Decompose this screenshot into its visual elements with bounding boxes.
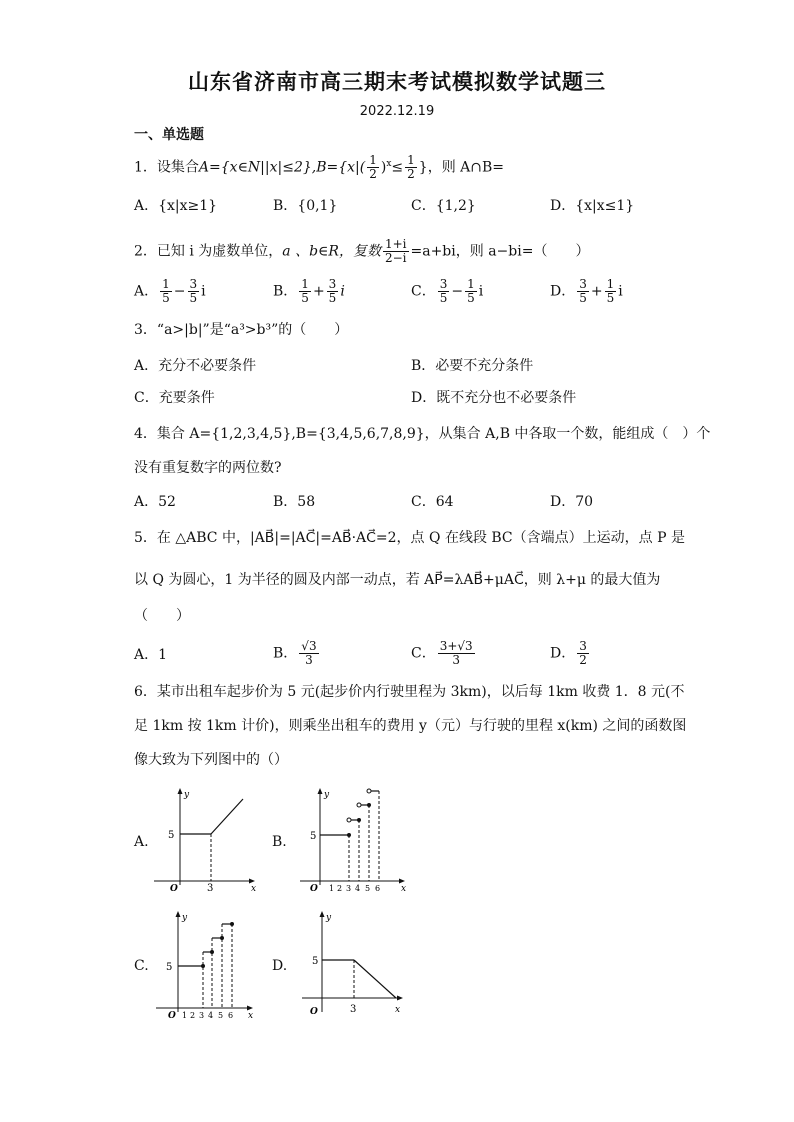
question-6-line-2: 足 1km 按 1km 计价)，则乘坐出租车的费用 y（元）与行驶的里程 x(km) 之间的函数图: [134, 718, 687, 734]
question-4-line-2: 没有重复数字的两位数?: [134, 460, 282, 476]
graph-b-tick-2: 2: [337, 884, 343, 893]
q3-option-b: B．必要不充分条件: [411, 358, 534, 374]
graph-b-five-label: 5: [310, 831, 317, 842]
question-6-line-3: 像大致为下列图中的（）: [134, 752, 288, 768]
q2-text-end: =a+bi，则 a−bi=（ ）: [410, 243, 590, 260]
section-heading: 一、单选题: [134, 127, 204, 143]
question-3: 3．“a>|b|”是“a³>b³”的（ ）: [134, 322, 349, 338]
graph-d-y-label: y: [326, 913, 332, 923]
graph-b-y-arrow: [318, 788, 323, 794]
q5-option-a: A．1: [134, 647, 168, 663]
q3-option-c: C．充要条件: [134, 390, 215, 406]
graph-d-x-label: x: [395, 1005, 401, 1015]
graph-c-tick-5: 5: [218, 1011, 224, 1018]
q5-option-d: D． $\frac{3}{2}$: [550, 639, 587, 667]
q3-option-a: A．充分不必要条件: [134, 358, 257, 374]
question-4-line-1: 4．集合 A={1,2,3,4,5},B={3,4,5,6,7,8,9}，从集合 A,B 中各取一个数，能组成（ ）个: [134, 426, 711, 442]
q4-option-a: A．52: [134, 494, 176, 510]
graph-b-x-arrow: [399, 879, 405, 884]
q1-option-a: A．{x|x≥1}: [134, 198, 218, 214]
q1-option-d: D．{x|x≤1}: [550, 198, 635, 214]
q2-option-a: A． $\frac{1}{5}$ − $\frac{3}{5}$ i: [134, 277, 206, 305]
graph-c-tick-2: 2: [190, 1011, 196, 1018]
graph-a-three-label: 3: [207, 883, 214, 894]
q5-option-b: B． $\frac{√3}{3}$: [273, 639, 317, 667]
graph-c-tick-1: 1: [182, 1011, 188, 1018]
q4-option-c: C．64: [411, 494, 454, 510]
exam-date: 2022.12.19: [359, 104, 435, 119]
graph-d-falling-segment: [354, 960, 396, 998]
graph-a-y-label: y: [184, 790, 190, 800]
q6-option-a-label: A.: [134, 834, 149, 850]
q1-rhs-fraction: $\frac{1}{2}$: [407, 153, 415, 182]
q1-leq: ≤: [391, 159, 404, 176]
q6-option-c-label: C.: [134, 958, 149, 974]
graph-b-open-3: [357, 803, 361, 807]
graph-c-tick-6: 6: [228, 1011, 234, 1018]
graph-a-x-label: x: [251, 884, 257, 894]
q2-option-c: C． $\frac{3}{5}$ − $\frac{1}{5}$ i: [411, 277, 484, 305]
question-5-line-3: （ ）: [134, 608, 190, 624]
q2-text-start: 2．已知 i 为虚数单位，: [134, 243, 283, 260]
graph-a: [148, 785, 260, 895]
graph-c-tick-3: 3: [199, 1011, 205, 1018]
q1-set-b-start: ,B={x|(: [311, 159, 366, 176]
graph-b-tick-4: 4: [355, 884, 361, 893]
q2-option-b: B． $\frac{1}{5}$ + $\frac{3}{5}$ i: [273, 277, 345, 305]
graph-a-y-arrow: [178, 788, 183, 794]
graph-d: [300, 908, 412, 1018]
graph-d-x-arrow: [397, 996, 403, 1001]
graph-b-open-4: [367, 789, 371, 793]
q1-text: 设集合: [156, 159, 199, 176]
graph-b-open-2: [347, 818, 351, 822]
graph-a-x-arrow: [249, 879, 255, 884]
q1-tail: ，则 A∩B=: [427, 159, 505, 176]
graph-b: [298, 785, 410, 895]
graph-d-five-label: 5: [312, 956, 319, 967]
graph-c-five-label: 5: [166, 962, 173, 973]
q3-option-d: D．既不充分也不必要条件: [411, 390, 577, 406]
graph-b-tick-1: 1: [329, 884, 335, 893]
graph-d-three-label: 3: [350, 1004, 357, 1015]
graph-b-tick-3: 3: [346, 884, 352, 893]
question-5-line-1: 5．在 △ABC 中，|AB⃗|=|AC⃗|=AB⃗·AC⃗=2，点 Q 在线段 BC（含端点）上运动，点 P 是: [134, 530, 685, 546]
graph-c-y-arrow: [176, 911, 181, 917]
q1-exponent: x: [386, 159, 392, 169]
graph-c-x-label: x: [248, 1011, 254, 1018]
q4-option-b: B．58: [273, 494, 316, 510]
question-1: 1．设集合A={x∈N||x|≤2},B={x|( $\frac{1}{2}$ )$^x$≤ $\frac{1}{2}$ }，则 A∩B=: [134, 153, 505, 182]
q1-set-a: A={x∈N||x|≤2}: [198, 159, 312, 176]
graph-d-origin: O: [310, 1007, 318, 1017]
graph-a-rising-segment: [211, 799, 243, 834]
question-2: [134, 238, 589, 265]
q2-option-d: D． $\frac{3}{5}$ + $\frac{1}{5}$ i: [550, 277, 623, 305]
graph-b-origin: O: [310, 884, 318, 894]
q1-option-c: C．{1,2}: [411, 198, 476, 214]
graph-b-tick-5: 5: [365, 884, 371, 893]
graph-c-tick-4: 4: [208, 1011, 214, 1018]
q2-fraction: $\frac{1+i}{2-i}$: [384, 237, 407, 265]
q1-base-fraction: $\frac{1}{2}$: [369, 153, 377, 182]
graph-a-five-label: 5: [168, 830, 175, 841]
q4-option-d: D．70: [550, 494, 594, 510]
graph-b-x-label: x: [401, 884, 407, 894]
graph-c-x-arrow: [247, 1006, 253, 1011]
q6-option-d-label: D.: [272, 958, 288, 974]
graph-a-origin: O: [170, 884, 178, 894]
graph-b-tick-6: 6: [375, 884, 381, 893]
question-6-line-1: 6．某市出租车起步价为 5 元(起步价内行驶里程为 3km)，以后每 1km 收费 1．8 元(不: [134, 684, 685, 700]
q2-vars: a 、b∈R，复数: [282, 243, 381, 260]
q1-set-b-end: }: [418, 159, 428, 176]
graph-c-origin: O: [168, 1011, 176, 1018]
q1-option-b: B．{0,1}: [273, 198, 338, 214]
page-title: 山东省济南市高三期末考试模拟数学试题三: [188, 69, 606, 94]
q5-option-c: C． $\frac{3+√3}{3}$: [411, 639, 473, 667]
graph-b-y-label: y: [324, 790, 330, 800]
q6-option-b-label: B.: [272, 834, 287, 850]
q1-number: 1．: [134, 159, 157, 176]
graph-c-y-label: y: [182, 913, 188, 923]
question-5-line-2: 以 Q 为圆心，1 为半径的圆及内部一动点，若 AP⃗=λAB⃗+μAC⃗，则 λ+μ 的最大值为: [134, 572, 661, 588]
graph-d-y-arrow: [320, 911, 325, 917]
graph-c: [150, 908, 262, 1018]
